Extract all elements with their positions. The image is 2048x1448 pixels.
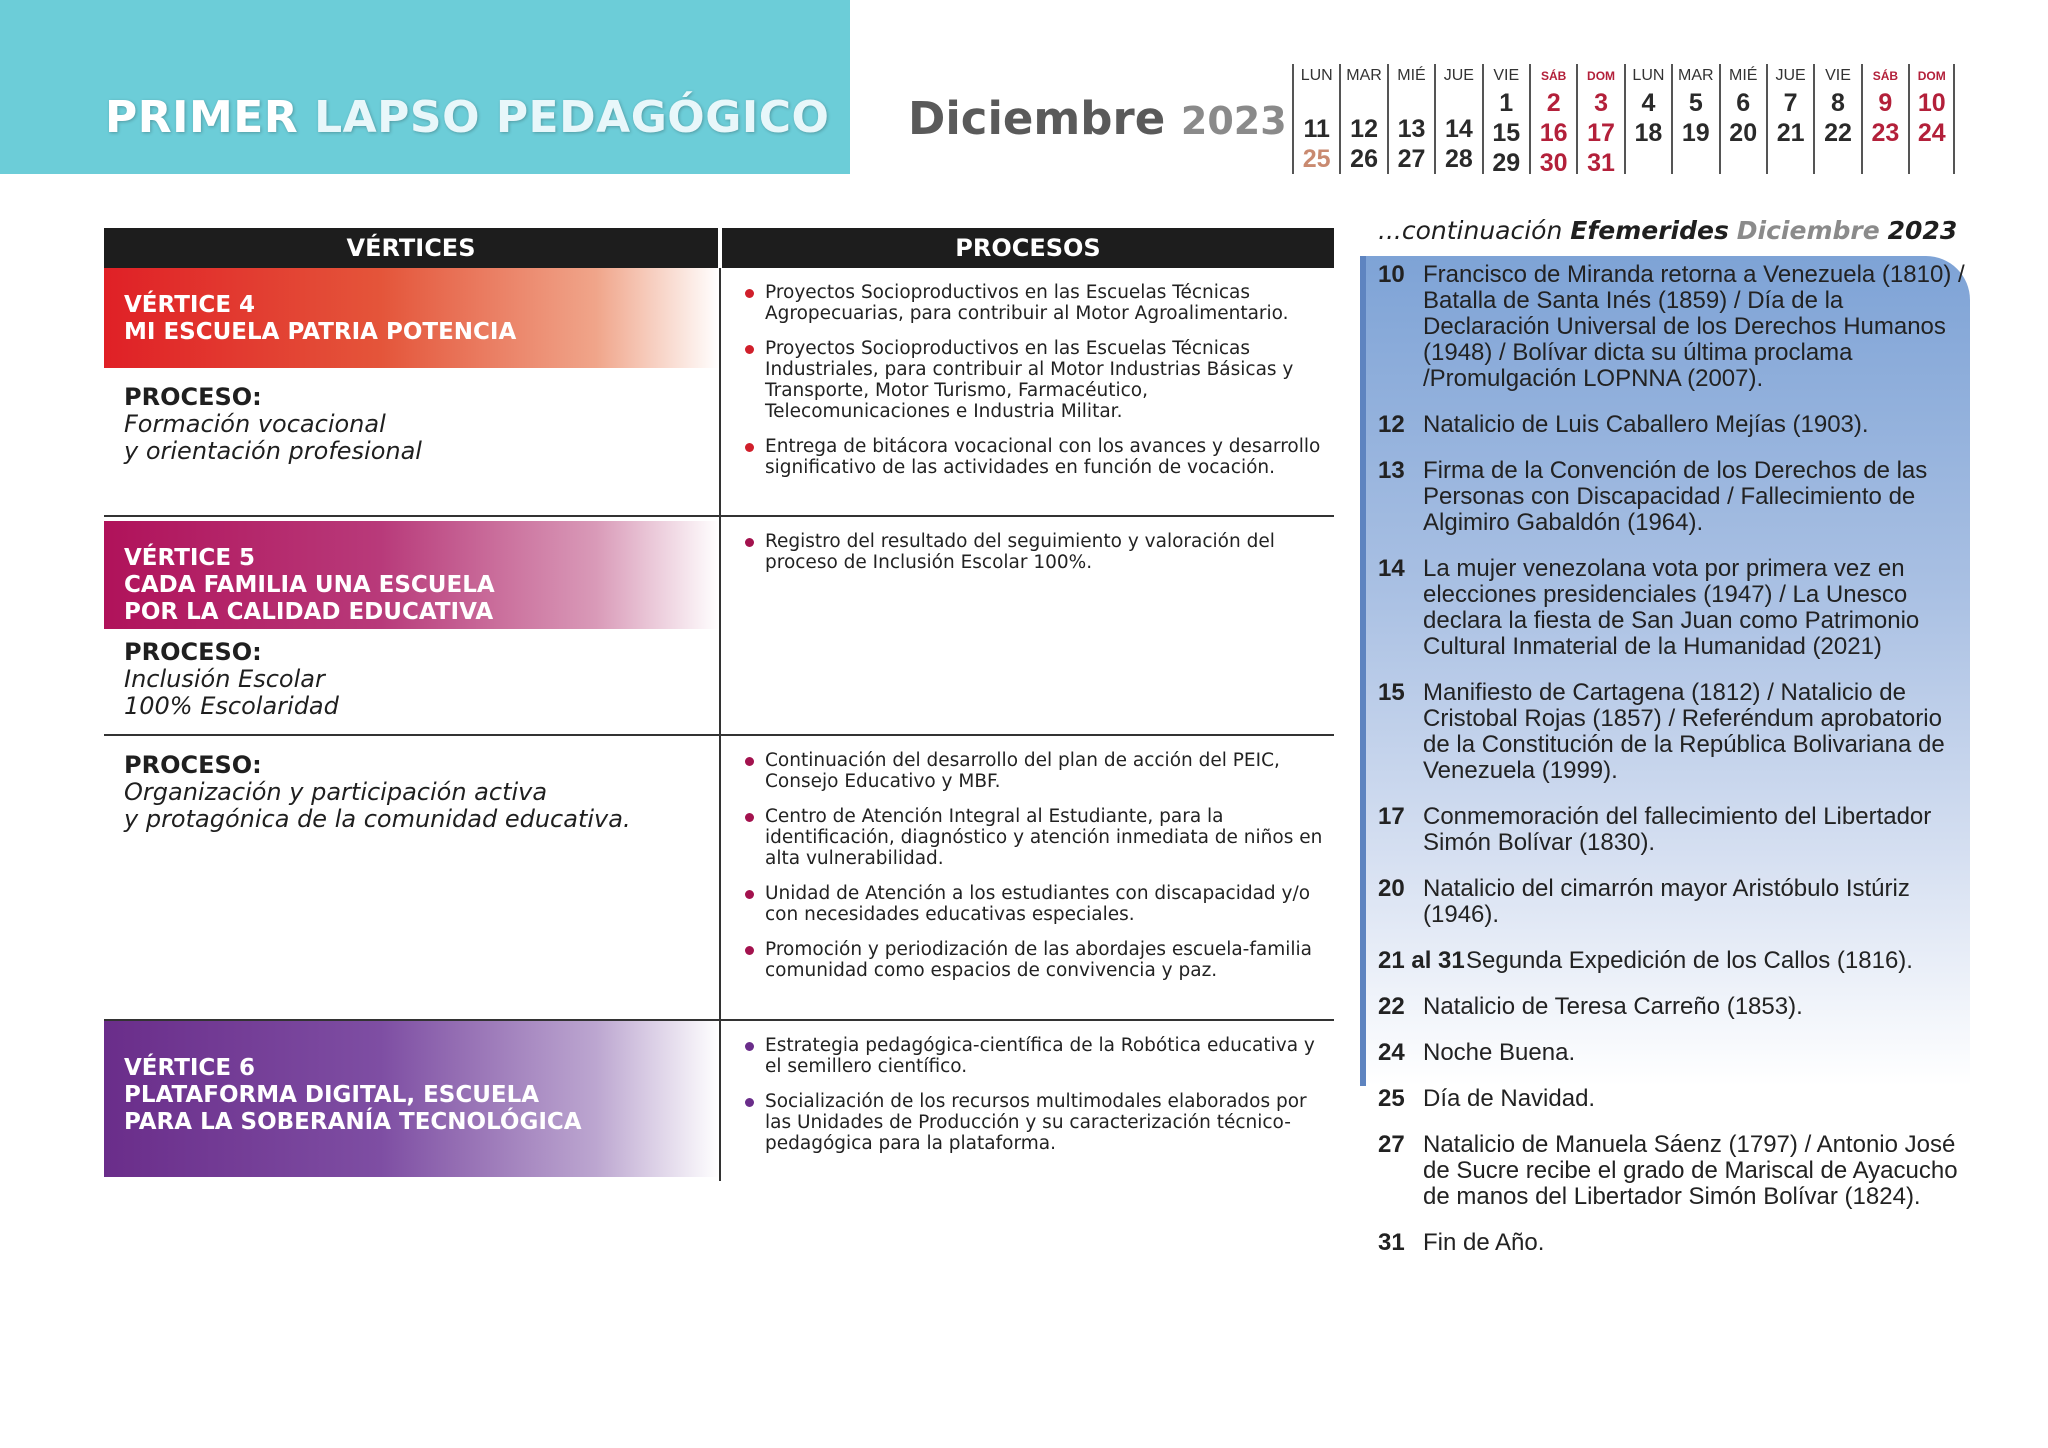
calendar-weekday: VIE	[1493, 67, 1520, 84]
vertice-5-proceso	[104, 629, 719, 720]
proceso-desc: Inclusión Escolar	[124, 665, 325, 693]
calendar-weekday: JUE	[1443, 67, 1474, 84]
calendar-day: 30	[1539, 149, 1568, 177]
proceso-label: PROCESO:	[124, 638, 262, 666]
calendar-day: 17	[1587, 119, 1615, 147]
list-item-text: Continuación del desarrollo del plan de acción del PEIC, Consejo Educativo y MBF.	[765, 750, 1280, 792]
efemerides-word: Efemerides	[1570, 216, 1729, 245]
efemeride-text: Natalicio de Luis Caballero Mejías (1903).	[1423, 411, 1869, 438]
bullet-icon	[745, 443, 754, 452]
efemeride-day: 27	[1378, 1131, 1405, 1158]
table-row	[104, 516, 1334, 735]
calendar-day: 19	[1681, 119, 1710, 147]
vertice-6-list	[721, 1021, 1334, 1178]
efemerides-title	[1378, 216, 1957, 245]
calendar-day: 24	[1917, 119, 1946, 147]
calendar-day: 29	[1492, 149, 1521, 177]
calendar-day: 20	[1729, 119, 1758, 147]
list-item	[745, 750, 1324, 792]
vertice-5-name: POR LA CALIDAD EDUCATIVA	[124, 599, 494, 625]
calendar-day: 26	[1350, 145, 1378, 173]
table-row	[104, 1020, 1334, 1181]
proceso-desc: 100% Escolaridad	[124, 692, 339, 720]
efemeride-day: 12	[1378, 411, 1405, 438]
bullet-icon	[745, 1042, 754, 1051]
efemeride-text: Noche Buena.	[1423, 1039, 1576, 1066]
proceso-desc: y orientación profesional	[124, 437, 422, 465]
efemeride-day: 25	[1378, 1085, 1405, 1112]
calendar-weekday: LUN	[1632, 67, 1665, 84]
calendar-column	[1387, 64, 1434, 174]
efemeride-day: 31	[1378, 1229, 1405, 1256]
efemeride-day: 13	[1378, 457, 1405, 484]
column-header-vertices: VÉRTICES	[104, 228, 720, 268]
efemeride-item	[1378, 1040, 1968, 1066]
calendar-column	[1529, 64, 1576, 177]
calendar-column	[1908, 64, 1955, 174]
calendar-day: 31	[1587, 149, 1615, 177]
list-item-text: Unidad de Atención a los estudiantes con discapacidad y/o con necesidades educativas especiales.	[765, 883, 1311, 925]
calendar-weekday: LUN	[1300, 67, 1333, 84]
vertice-5-label: VÉRTICE 5	[124, 545, 256, 571]
efemeride-text: Natalicio de Manuela Sáenz (1797) / Antonio José de Sucre recibe el grado de Mariscal de Ayacucho de manos del Libertador Simón Bolívar (1824).	[1423, 1131, 1958, 1210]
vertice-5-list	[721, 517, 1334, 597]
efemeride-item	[1378, 262, 1968, 392]
efemeride-item	[1378, 556, 1968, 660]
efemeride-item	[1378, 1230, 1968, 1256]
header-banner	[0, 0, 850, 174]
efemerides-list	[1378, 262, 1968, 1276]
list-item	[745, 806, 1324, 869]
bullet-icon	[745, 289, 754, 298]
calendar-day: 25	[1302, 145, 1331, 173]
list-item-text: Centro de Atención Integral al Estudiante, para la identificación, diagnóstico y atención inmediata de niños en alta vulnerabilidad.	[765, 806, 1323, 869]
bullet-icon	[745, 813, 754, 822]
calendar-weekday: SÁB	[1540, 69, 1567, 83]
list-item-text: Entrega de bitácora vocacional con los avances y desarrollo significativo de las actividades en función de vocación.	[765, 436, 1321, 478]
calendar-day: 6	[1736, 89, 1751, 117]
calendar-column	[1292, 64, 1339, 174]
page-title-word1: PRIMER	[105, 92, 299, 143]
efemeride-day: 24	[1378, 1039, 1405, 1066]
page-title-rest: LAPSO PEDAGÓGICO	[314, 92, 830, 143]
efemerides-year: 2023	[1887, 216, 1958, 245]
vertice-6-band	[104, 1021, 719, 1177]
calendar-weekday: MIÉ	[1728, 67, 1758, 84]
list-item	[745, 1091, 1324, 1154]
calendar-weekday: DOM	[1587, 69, 1616, 83]
efemeride-day: 20	[1378, 875, 1405, 902]
list-item	[745, 883, 1324, 925]
calendar-column	[1339, 64, 1386, 174]
calendar-column	[1482, 64, 1529, 177]
calendar-day: 12	[1350, 115, 1378, 143]
column-header-procesos: PROCESOS	[720, 228, 1334, 268]
bullet-icon	[745, 1098, 754, 1107]
efemeride-text: Natalicio de Teresa Carreño (1853).	[1423, 993, 1803, 1020]
calendar-day: 14	[1444, 115, 1473, 143]
table-row	[104, 268, 1334, 516]
calendar-weekday: SÁB	[1872, 69, 1899, 83]
efemeride-text: Fin de Año.	[1423, 1229, 1545, 1256]
calendar-day: 21	[1776, 119, 1805, 147]
efemeride-day: 14	[1378, 555, 1405, 582]
bullet-icon	[745, 538, 754, 547]
organizacion-list	[721, 736, 1334, 1005]
efemeride-item	[1378, 804, 1968, 856]
calendar-weekday: JUE	[1775, 67, 1806, 84]
bullet-icon	[745, 757, 754, 766]
efemeride-item	[1378, 1086, 1968, 1112]
calendar-day: 18	[1634, 119, 1663, 147]
vertice-5-band	[104, 521, 719, 629]
proceso-label: PROCESO:	[124, 383, 262, 411]
efemeride-day: 21 al 31	[1378, 947, 1465, 974]
calendar-day: 22	[1824, 119, 1852, 147]
calendar-weekday: DOM	[1917, 69, 1946, 83]
calendar-day: 10	[1917, 89, 1946, 117]
calendar-column	[1719, 64, 1766, 174]
calendar-weekday: MIÉ	[1397, 67, 1426, 84]
efemeride-text: La mujer venezolana vota por primera vez en elecciones presidenciales (1947) / La Unesco declara la fiesta de San Juan como Patrimonio Cultural Inmaterial de la Humanidad (2021)	[1423, 555, 1920, 660]
vertice-6-name: PARA LA SOBERANÍA TECNOLÓGICA	[124, 1109, 582, 1135]
vertice-6-label: VÉRTICE 6	[124, 1055, 256, 1081]
list-item	[745, 338, 1324, 422]
vertice-4-label: VÉRTICE 4	[124, 292, 256, 318]
calendar-day: 7	[1783, 89, 1798, 117]
calendar-day: 23	[1871, 119, 1900, 147]
bullet-icon	[745, 345, 754, 354]
list-item	[745, 939, 1324, 981]
bullet-icon	[745, 890, 754, 899]
efemeride-text: Conmemoración del fallecimiento del Libertador Simón Bolívar (1830).	[1423, 803, 1932, 856]
efemerides-month: Diciembre	[1736, 216, 1880, 245]
organizacion-proceso	[104, 736, 719, 833]
efemeride-text: Manifiesto de Cartagena (1812) / Natalicio de Cristobal Rojas (1857) / Referéndum aprobatorio de la Constitución de la República Bolivariana de Venezuela (1999).	[1423, 679, 1945, 784]
efemeride-item	[1378, 680, 1968, 784]
calendar-weekday: MAR	[1346, 67, 1382, 84]
efemeride-item	[1378, 1132, 1968, 1210]
table-row	[104, 735, 1334, 1020]
calendar-day: 1	[1499, 89, 1514, 117]
page-title	[105, 92, 829, 143]
vertice-4-proceso	[104, 368, 719, 465]
calendar-column	[1434, 64, 1481, 174]
calendar-column	[1766, 64, 1813, 174]
efemerides-prefix: ...continuación	[1378, 216, 1563, 245]
list-item-text: Registro del resultado del seguimiento y valoración del proceso de Inclusión Escolar 100%.	[765, 531, 1275, 573]
calendar-weekday: VIE	[1825, 67, 1851, 84]
vertice-4-band	[104, 268, 719, 368]
efemeride-item	[1378, 994, 1968, 1020]
proceso-label: PROCESO:	[124, 751, 262, 779]
efemeride-item	[1378, 948, 1968, 974]
calendar-column	[1813, 64, 1860, 174]
list-item-text: Proyectos Socioproductivos en las Escuelas Técnicas Industriales, para contribuir al Motor Industrias Básicas y Transporte, Motor Turismo, Farmacéutico, Telecomunicaciones e Industria Militar.	[765, 338, 1294, 422]
calendar-column	[1576, 64, 1623, 177]
efemeride-day: 10	[1378, 261, 1405, 288]
calendar-day: 9	[1878, 89, 1893, 117]
efemeride-day: 15	[1378, 679, 1405, 706]
calendar-column	[1671, 64, 1718, 174]
efemeride-text: Firma de la Convención de los Derechos de las Personas con Discapacidad / Fallecimiento de Algimiro Gabaldón (1964).	[1423, 457, 1928, 536]
proceso-desc: y protagónica de la comunidad educativa.	[124, 805, 631, 833]
efemeride-text: Día de Navidad.	[1423, 1085, 1596, 1112]
list-item	[745, 531, 1324, 573]
calendar-column	[1624, 64, 1671, 174]
list-item	[745, 282, 1324, 324]
efemeride-day: 17	[1378, 803, 1405, 830]
calendar-day: 13	[1397, 115, 1426, 143]
calendar-day: 11	[1303, 115, 1330, 143]
efemeride-item	[1378, 876, 1968, 928]
vertice-4-list	[721, 268, 1334, 502]
list-item-text: Promoción y periodización de las abordajes escuela-familia comunidad como espacios de convivencia y paz.	[765, 939, 1312, 981]
calendar-day: 16	[1539, 119, 1568, 147]
vertice-6-name: PLATAFORMA DIGITAL, ESCUELA	[124, 1082, 540, 1108]
calendar-day: 28	[1444, 145, 1473, 173]
efemeride-day: 22	[1378, 993, 1405, 1020]
calendar-day: 27	[1397, 145, 1426, 173]
month-title	[908, 92, 1287, 145]
list-item-text: Estrategia pedagógica-científica de la Robótica educativa y el semillero científico.	[765, 1035, 1315, 1077]
proceso-desc: Organización y participación activa	[124, 778, 548, 806]
month-year: 2023	[1180, 99, 1287, 143]
calendar-day: 15	[1492, 119, 1521, 147]
list-item-text: Socialización de los recursos multimodales elaborados por las Unidades de Producción y su caracterización técnico-pedagógica para la plataforma.	[765, 1091, 1307, 1154]
efemeride-text: Francisco de Miranda retorna a Venezuela (1810) / Batalla de Santa Inés (1859) / Día de la Declaración Universal de los Derechos Humanos (1948) / Bolívar dicta su última proclama /Promulgación LOPNNA (2007).	[1423, 261, 1965, 392]
efemeride-text: Natalicio del cimarrón mayor Aristóbulo Istúriz (1946).	[1423, 875, 1910, 928]
list-item-text: Proyectos Socioproductivos en las Escuelas Técnicas Agropecuarias, para contribuir al Motor Agroalimentario.	[765, 282, 1289, 324]
calendar-day: 4	[1641, 89, 1656, 117]
efemeride-item	[1378, 458, 1968, 536]
calendar-day: 5	[1688, 89, 1703, 117]
calendar-day: 2	[1546, 89, 1561, 117]
month-name: Diciembre	[908, 92, 1166, 145]
list-item	[745, 1035, 1324, 1077]
vertice-5-name: CADA FAMILIA UNA ESCUELA	[124, 572, 495, 598]
calendar-day: 8	[1831, 89, 1845, 117]
list-item	[745, 436, 1324, 478]
efemeride-item	[1378, 412, 1968, 438]
efemeride-text: Segunda Expedición de los Callos (1816).	[1466, 947, 1913, 974]
calendar-weekday: MAR	[1678, 67, 1714, 84]
vertices-table	[104, 228, 1334, 1181]
vertice-4-name: MI ESCUELA PATRIA POTENCIA	[124, 319, 517, 345]
mini-calendar	[1292, 64, 1955, 177]
proceso-desc: Formación vocacional	[124, 410, 386, 438]
bullet-icon	[745, 946, 754, 955]
calendar-column	[1861, 64, 1908, 174]
calendar-day: 3	[1594, 89, 1608, 117]
